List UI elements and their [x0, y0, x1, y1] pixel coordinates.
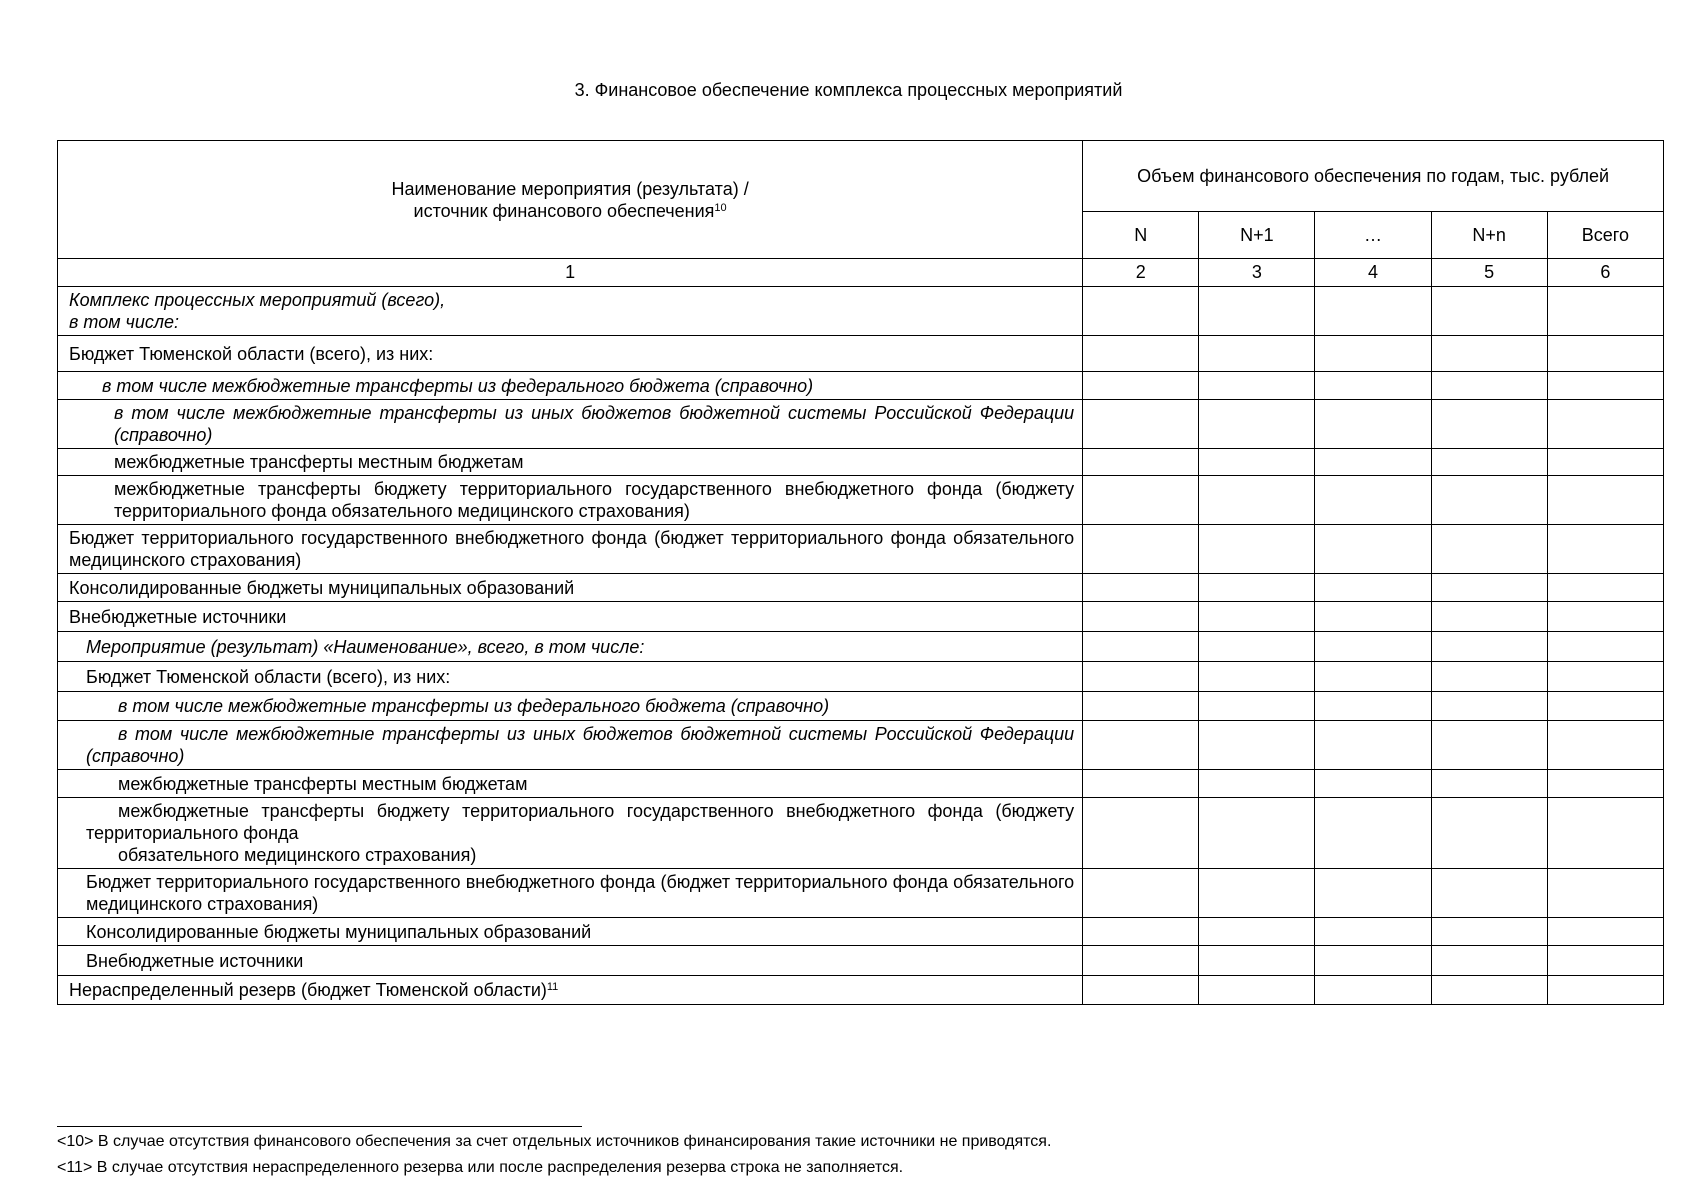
row-label: в том числе межбюджетные трансферты из федерального бюджета (справочно): [58, 372, 1083, 400]
year-col-ellipsis: …: [1315, 212, 1431, 259]
table-row: [58, 400, 1664, 449]
table-row: [58, 770, 1664, 798]
header-row: [58, 141, 1664, 212]
table-row: [58, 449, 1664, 476]
row-label-line2: в том числе:: [69, 312, 180, 332]
footnote-separator: [57, 1126, 582, 1127]
footnote-10: <10> В случае отсутствия финансового обеспечения за счет отдельных источников финансирования такие источники не приводятся.: [57, 1133, 1052, 1150]
footnote-11: <11> В случае отсутствия нераспределенного резерва или после распределения резерва строка не заполняется.: [57, 1159, 904, 1176]
row-label: межбюджетные трансферты бюджету территориального государственного внебюджетного фонда (бюджету территориального фонда обязательного медицинского страхования): [58, 476, 1083, 525]
col-number-6: 6: [1547, 259, 1663, 287]
year-col-nn: N+n: [1431, 212, 1547, 259]
row-label: Консолидированные бюджеты муниципальных образований: [58, 574, 1083, 602]
col-number-5: 5: [1431, 259, 1547, 287]
table-row: [58, 662, 1664, 692]
row-label: межбюджетные трансферты местным бюджетам: [58, 770, 1083, 798]
header-name-cell: [58, 141, 1083, 259]
col-number-1: 1: [58, 259, 1083, 287]
footnote-ref-11: 11: [546, 981, 559, 993]
table-row: [58, 476, 1664, 525]
row-label: Бюджет территориального государственного внебюджетного фонда (бюджет территориального фонда обязательного медицинского страхования): [58, 869, 1083, 918]
row-label: в том числе межбюджетные трансферты из иных бюджетов бюджетной системы Российской Федерации (справочно): [58, 400, 1083, 449]
col-number-3: 3: [1199, 259, 1315, 287]
table-row: [58, 372, 1664, 400]
year-col-n1: N+1: [1199, 212, 1315, 259]
column-number-row: [58, 259, 1664, 287]
row-label: Внебюджетные источники: [58, 602, 1083, 632]
table-row: [58, 976, 1664, 1005]
row-label: Консолидированные бюджеты муниципальных образований: [58, 918, 1083, 946]
table-row: [58, 602, 1664, 632]
table-row: [58, 721, 1664, 770]
table-row: [58, 692, 1664, 721]
row-label-text: Нераспределенный резерв (бюджет Тюменской области): [69, 980, 547, 1000]
year-col-n: N: [1083, 212, 1199, 259]
footnote-ref-10: 10: [714, 201, 727, 214]
row-label: в том числе межбюджетные трансферты из иных бюджетов бюджетной системы Российской Федерации (справочно): [58, 721, 1083, 770]
table-row: [58, 525, 1664, 574]
col-number-4: 4: [1315, 259, 1431, 287]
row-label: межбюджетные трансферты местным бюджетам: [58, 449, 1083, 476]
row-label: Внебюджетные источники: [58, 946, 1083, 976]
row-label: в том числе межбюджетные трансферты из федерального бюджета (справочно): [58, 692, 1083, 721]
row-label: [58, 287, 1083, 336]
table-row: [58, 574, 1664, 602]
row-label: [58, 976, 1083, 1005]
row-label: Бюджет Тюменской области (всего), из них:: [58, 336, 1083, 372]
header-group-cell: Объем финансового обеспечения по годам, тыс. рублей: [1083, 141, 1664, 212]
financing-table: [57, 140, 1664, 1005]
header-name-line1: Наименование мероприятия (результата) /: [391, 178, 749, 199]
table-row: [58, 336, 1664, 372]
row-label-line1: межбюджетные трансферты бюджету территориального государственного внебюджетного фонда (бюджету территориального фонда: [86, 801, 1075, 843]
row-label-line2: обязательного медицинского страхования): [118, 845, 477, 865]
row-label: Бюджет территориального государственного внебюджетного фонда (бюджет территориального фонда обязательного медицинского страхования): [58, 525, 1083, 574]
row-label: [58, 798, 1083, 869]
row-label: Мероприятие (результат) «Наименование», всего, в том числе:: [58, 632, 1083, 662]
col-number-2: 2: [1083, 259, 1199, 287]
table-row: [58, 632, 1664, 662]
row-label-line1: Комплекс процессных мероприятий (всего),: [69, 290, 446, 310]
table-row: [58, 287, 1664, 336]
year-col-total: Всего: [1547, 212, 1663, 259]
table-row: [58, 869, 1664, 918]
table-row: [58, 798, 1664, 869]
table-row: [58, 946, 1664, 976]
header-name-line2: источник финансового обеспечения: [413, 200, 715, 221]
section-title: 3. Финансовое обеспечение комплекса процессных мероприятий: [574, 80, 1123, 100]
table-row: [58, 918, 1664, 946]
row-label: Бюджет Тюменской области (всего), из них:: [58, 662, 1083, 692]
